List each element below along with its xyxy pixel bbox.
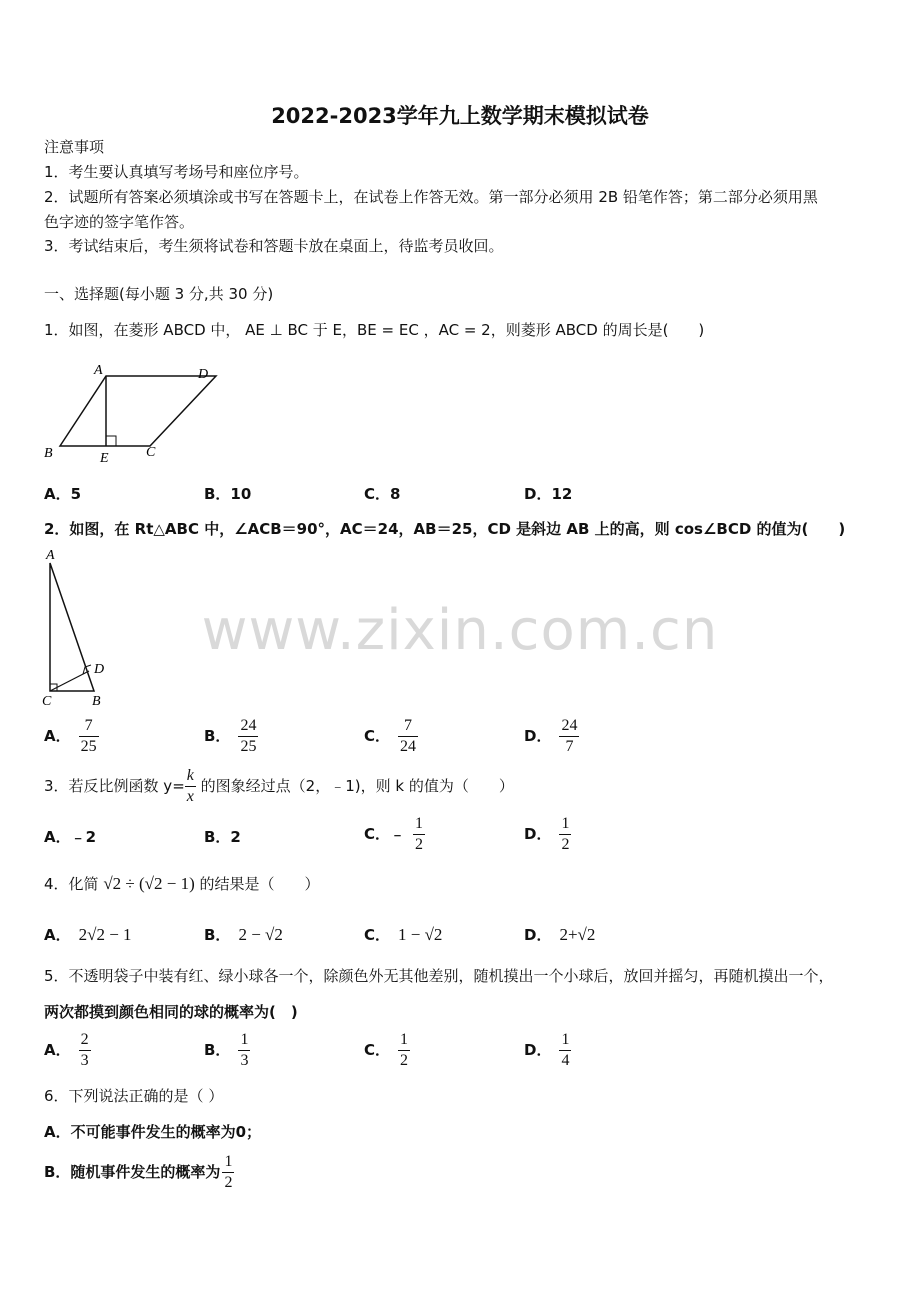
page-title: 2022-2023学年九上数学期末模拟试卷 [271,104,649,128]
q2-option-c[interactable]: C． $\frac{7}{24}$ [364,717,417,755]
q6-option-a[interactable]: A．不可能事件发生的概率为0； [44,1123,262,1141]
question-6-text: 6．下列说法正确的是（ ） [44,1087,224,1105]
q3-option-a[interactable]: A．﹣2 [44,828,97,846]
q1-option-a[interactable]: A．5 [44,485,82,503]
q3-option-c[interactable]: C．﹣ $\frac{1}{2}$ [364,815,424,853]
label-d: D [198,367,209,382]
label-d: D [94,662,105,677]
q1-option-c[interactable]: C．8 [364,485,401,503]
question-5-text-line2: 两次都摸到颜色相同的球的概率为( ) [44,1003,298,1021]
q4-expression: √2 ÷ (√2 − 1) [103,874,195,893]
label-b: B [92,694,101,709]
label-a: A [94,363,103,378]
label-c: C [42,694,52,709]
watermark: www.zixin.com.cn [201,598,719,663]
question-3-text: 3．若反比例函数 y= $\frac{k}{x}$ 的图象经过点（2，﹣1)，则 k 的值为（ ） [44,767,514,805]
label-a: A [46,548,55,563]
section-heading: 一、选择题(每小题 3 分,共 30 分) [44,285,274,303]
rhombus-figure [40,360,230,465]
q3-option-b[interactable]: B．2 [204,828,241,846]
q4-option-d[interactable]: D． 2+√2 [524,925,596,944]
q5-option-c[interactable]: C． $\frac{1}{2}$ [364,1031,409,1069]
notice-heading: 注意事项 [44,138,105,156]
question-4-text: 4．化简 √2 ÷ (√2 − 1) 的结果是（ ） [44,874,320,893]
question-2-text: 2．如图，在 Rt△ABC 中，∠ACB＝90°，AC＝24，AB＝25，CD 是斜边 AB 上的高，则 cos∠BCD 的值为( ) [44,520,846,538]
q4-option-b[interactable]: B． 2 − √2 [204,925,283,944]
q2-option-d[interactable]: D． $\frac{24}{7}$ [524,717,578,755]
question-1-text: 1．如图，在菱形 ABCD 中， AE ⊥ BC 于 E，BE = EC ，AC = 2，则菱形 ABCD 的周长是( ) [44,321,705,339]
q3-option-d[interactable]: D． $\frac{1}{2}$ [524,815,570,853]
notice-item-1: 1．考生要认真填写考场号和座位序号。 [44,163,309,181]
question-5-text-line1: 5．不透明袋子中装有红、绿小球各一个，除颜色外无其他差别，随机摸出一个小球后，放回并摇匀，再随机摸出一个， [44,967,834,985]
q6-option-b[interactable]: B．随机事件发生的概率为 $\frac{1}{2}$ [44,1153,233,1191]
q1-option-b[interactable]: B．10 [204,485,252,503]
label-b: B [44,446,53,461]
q2-option-b[interactable]: B． $\frac{24}{25}$ [204,717,257,755]
q1-option-d[interactable]: D．12 [524,485,573,503]
q2-option-a[interactable]: A． $\frac{7}{25}$ [44,717,97,755]
q5-option-d[interactable]: D． $\frac{1}{4}$ [524,1031,570,1069]
q5-option-a[interactable]: A． $\frac{2}{3}$ [44,1031,89,1069]
q5-option-b[interactable]: B． $\frac{1}{3}$ [204,1031,249,1069]
triangle-figure [38,545,118,710]
notice-item-2: 2．试题所有答案必须填涂或书写在答题卡上，在试卷上作答无效。第一部分必须用 2B 铅笔作答；第二部分必须用黑 [44,188,818,206]
notice-item-3: 3．考试结束后，考生须将试卷和答题卡放在桌面上，待监考员收回。 [44,237,504,255]
label-c: C [146,445,156,460]
q4-option-a[interactable]: A． 2√2 − 1 [44,925,132,944]
label-e: E [100,451,109,465]
notice-item-2-cont: 色字迹的签字笔作答。 [44,213,195,231]
q4-option-c[interactable]: C． 1 − √2 [364,925,443,944]
